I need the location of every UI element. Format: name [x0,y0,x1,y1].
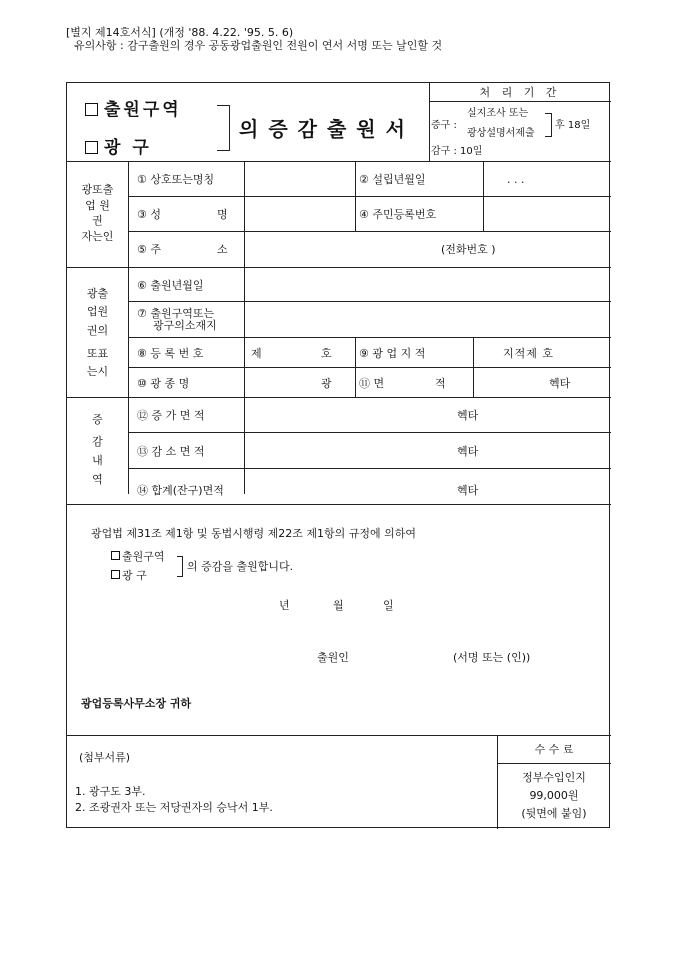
attachment-1: 1. 광구도 3부. [75,785,146,798]
applicant-label-4: 자는인 [81,230,114,243]
increase-label: 증구 : [431,120,457,131]
field-total-label: ⑭ 합계(잔구)면적 [137,484,224,497]
applicant-label-2: 업 원 [85,199,110,212]
fee-line-1: 정부수입인지 [522,771,586,784]
date-month: 월 [333,599,344,612]
mining-label-1: 광출 [86,287,109,300]
cond-2: 광상설명서제출 [467,128,535,139]
checkbox-area[interactable] [85,103,98,116]
stmt-text: 의 증감을 출원합니다. [187,560,294,573]
fee-label: 수 수 료 [534,743,574,756]
field-address-label-b: 소 [217,243,228,256]
attachments-label: (첨부서류) [79,751,131,764]
field-person-label-b: 명 [217,208,228,221]
field-reg-no-label: ⑧ 등 록 번 호 [137,347,204,360]
stmt-checkbox-mine[interactable] [111,570,120,579]
field-mineral-value: 광 [321,377,332,390]
stmt-bracket [177,556,183,577]
after-days: 후 18일 [555,120,591,131]
change-label-2: 감 [92,435,103,448]
field-cadastre-label: ⑨ 광 업 지 적 [359,347,426,360]
mining-label-4: 또표 [86,347,109,360]
stmt-checkbox-area[interactable] [111,551,120,560]
field-cadastre-value[interactable]: 지적제 호 [503,347,555,360]
date-day: 일 [383,599,394,612]
option-mine: 광 구 [85,133,152,158]
field-mineral-label: ⑩ 광 종 명 [137,377,190,390]
title-bracket [217,105,230,151]
form-title: 의증감출원서 [239,117,415,141]
applicant-label-3: 권 [92,214,103,227]
mining-label-3: 권의 [86,324,109,337]
option-area: 출원구역 [85,95,182,120]
cond-bracket [545,113,552,137]
decrease-label: 감구 : 10일 [431,146,483,157]
field-increase-label: ⑫ 증 가 면 적 [137,409,205,422]
form-number: [별지 제14호서식] (개정 '88. 4.22. '95. 5. 6) [66,26,294,39]
addressee: 광업등록사무소장 귀하 [81,697,192,710]
field-location-label-a: ⑦ 출원구역또는 [137,307,215,320]
field-increase-unit: 헥타 [457,409,479,422]
mining-label-5: 는시 [86,365,109,378]
change-label-3: 내 [92,454,103,467]
field-area-label-b: 적 [435,377,446,390]
attachment-2: 2. 조광권자 또는 저당권자의 승낙서 1부. [75,801,273,814]
field-area-label-a: ⑪ 면 [359,377,385,390]
applicant-label-1: 광또출 [81,183,114,196]
field-founded-label: ② 설립년월일 [359,173,426,186]
field-person-label-a: ③ 성 [137,208,161,221]
cond-1: 실지조사 또는 [467,108,529,119]
field-name-label: ① 상호또는명칭 [137,173,215,186]
field-total-unit: 헥타 [457,484,479,497]
notice: 유의사항 : 감구출원의 경우 공동광업출원인 전원이 연서 서명 또는 날인할 것 [74,39,443,52]
signature-label: (서명 또는 (인)) [453,651,531,664]
field-phone[interactable]: (전화번호 ) [441,243,496,256]
date-year: 년 [279,599,290,612]
field-id-label: ④ 주민등록번호 [359,208,437,221]
processing-label: 처 리 기 간 [479,86,561,99]
application-form [66,82,610,828]
change-label-1: 증 [92,413,103,426]
field-area-unit: 헥타 [549,377,571,390]
fee-line-3: (뒷면에 붙임) [521,807,587,820]
law-statement: 광업법 제31조 제1항 및 동법시행령 제22조 제1항의 규정에 의하여 [91,527,416,540]
field-reg-no-a: 제 [251,347,262,360]
field-decrease-unit: 헥타 [457,445,479,458]
field-address-label-a: ⑤ 주 [137,243,161,256]
change-label-4: 역 [92,473,103,486]
mining-label-2: 업원 [86,305,109,318]
field-apply-date-label: ⑥ 출원년월일 [137,279,204,292]
field-location-label-b: 광구의소재지 [153,319,217,332]
checkbox-mine[interactable] [85,141,98,154]
field-reg-no-b: 호 [321,347,332,360]
field-founded-value[interactable]: . . . [507,173,525,186]
stmt-option-area: 출원구역 [111,550,165,563]
stmt-option-mine: 광 구 [111,569,147,582]
applicant-label: 출원인 [317,651,349,664]
field-decrease-label: ⑬ 감 소 면 적 [137,445,205,458]
fee-line-2: 99,000원 [529,789,579,802]
